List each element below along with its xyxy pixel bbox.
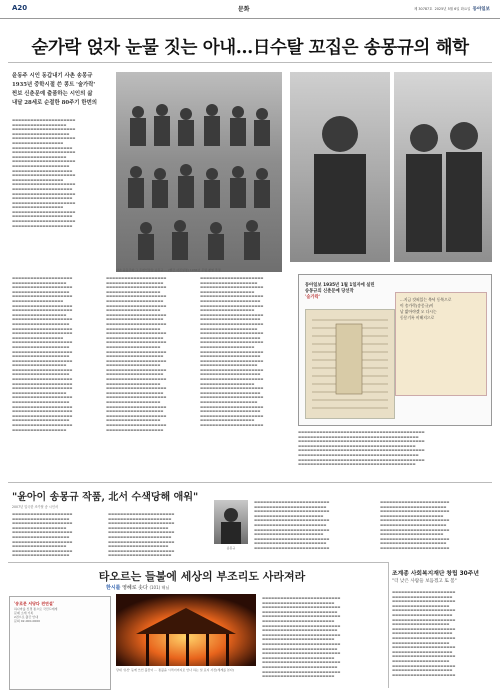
body-text-col3: ▬▬▬▬▬▬▬▬▬▬▬▬▬▬▬▬▬▬▬▬▬ ▬▬▬▬▬▬▬▬▬▬▬▬▬▬▬▬▬▬▬ ▬▬▬▬▬▬▬▬▬▬▬▬▬▬▬▬▬▬▬▬▬ ▬▬▬▬▬▬▬▬▬▬▬▬▬▬▬▬▬▬ ▬▬▬▬▬▬▬▬▬▬▬▬▬▬▬▬▬▬▬▬▬ ▬▬▬▬▬▬▬▬▬▬▬▬▬▬▬▬▬▬▬▬ ▬▬▬▬▬▬▬▬▬▬▬▬▬▬▬▬▬▬▬▬▬ ▬▬▬▬▬▬▬▬▬▬▬▬▬▬▬▬▬▬ ▬▬▬▬▬▬▬▬▬▬▬▬▬▬▬▬▬▬▬▬▬ ▬▬▬▬▬▬▬▬▬▬▬▬▬▬▬▬▬▬▬▬ ▬▬▬▬▬▬▬▬▬▬▬▬▬▬▬▬▬▬▬▬▬ ▬▬▬▬▬▬▬▬▬▬▬▬▬▬▬▬▬▬▬ ▬▬▬▬▬▬▬▬▬▬▬▬▬▬▬▬▬▬▬▬▬ ▬▬▬▬▬▬▬▬▬▬▬▬▬▬▬▬▬▬▬▬ ▬▬▬▬▬▬▬▬▬▬▬▬▬▬▬▬▬▬▬▬▬ ▬▬▬▬▬▬▬▬▬▬▬▬▬▬▬▬▬▬ ▬▬▬▬▬▬▬▬▬▬▬▬▬▬▬▬▬▬▬▬▬ ▬▬▬▬▬▬▬▬▬▬▬▬▬▬▬▬▬▬▬▬ ▬▬▬▬▬▬▬▬▬▬▬▬▬▬▬▬▬▬▬▬▬ ▬▬▬▬▬▬▬▬▬▬▬▬▬▬▬▬▬▬▬ ▬▬▬▬▬▬▬▬▬▬▬▬▬▬▬▬▬▬▬▬▬ ▬▬▬▬▬▬▬▬▬▬▬▬▬▬▬▬▬▬▬▬ ▬▬▬▬▬▬▬▬▬▬▬▬▬▬▬▬▬▬▬▬▬ ▬▬▬▬▬▬▬▬▬▬▬▬▬▬▬▬▬▬ ▬▬▬▬▬▬▬▬▬▬▬▬▬▬▬▬▬▬▬▬▬ ▬▬▬▬▬▬▬▬▬▬▬▬▬▬▬▬▬▬▬▬ ▬▬▬▬▬▬▬▬▬▬▬▬▬▬▬▬▬▬▬▬▬ ▬▬▬▬▬▬▬▬▬▬▬▬▬▬▬▬▬▬▬ ▬▬▬▬▬▬▬▬▬▬▬▬▬▬▬▬▬▬▬▬▬ ▬▬▬▬▬▬▬▬▬▬▬▬▬▬▬▬▬▬▬▬ ▬▬▬▬▬▬▬▬▬▬▬▬▬▬▬▬▬▬▬▬▬ ▬▬▬▬▬▬▬▬▬▬▬▬▬▬▬▬▬▬ ▬▬▬▬▬▬▬▬▬▬▬▬▬▬▬▬▬▬▬▬▬: [200, 276, 264, 427]
lead-line: 윤동주 시인 동갑내기 사촌 송몽규: [12, 73, 93, 79]
small-portrait-caption: 송몽규: [226, 546, 236, 550]
ad-box: [9, 596, 111, 690]
portrait-figure: [394, 72, 492, 262]
old-newspaper-image: [305, 309, 395, 419]
subsection-text-col3: ▬▬▬▬▬▬▬▬▬▬▬▬▬▬▬▬▬▬▬▬▬▬▬▬▬ ▬▬▬▬▬▬▬▬▬▬▬▬▬▬▬▬▬▬▬▬▬▬▬▬ ▬▬▬▬▬▬▬▬▬▬▬▬▬▬▬▬▬▬▬▬▬▬▬▬▬ ▬▬▬▬▬▬▬▬▬▬▬▬▬▬▬▬▬▬▬▬▬▬▬ ▬▬▬▬▬▬▬▬▬▬▬▬▬▬▬▬▬▬▬▬▬▬▬▬▬ ▬▬▬▬▬▬▬▬▬▬▬▬▬▬▬▬▬▬▬▬▬▬▬▬ ▬▬▬▬▬▬▬▬▬▬▬▬▬▬▬▬▬▬▬▬▬▬▬▬▬ ▬▬▬▬▬▬▬▬▬▬▬▬▬▬▬▬▬▬▬▬▬▬▬ ▬▬▬▬▬▬▬▬▬▬▬▬▬▬▬▬▬▬▬▬▬▬▬▬▬ ▬▬▬▬▬▬▬▬▬▬▬▬▬▬▬▬▬▬▬▬▬▬▬▬ ▬▬▬▬▬▬▬▬▬▬▬▬▬▬▬▬▬▬▬▬▬▬▬▬▬: [254, 500, 330, 550]
portrait-figure: [290, 72, 390, 262]
issue-date: 2025년 5월 6일 화요일: [434, 7, 471, 11]
clipping-title-line: 동아일보 1935년 1월 1일자에 실린: [305, 283, 375, 288]
article-headline: 숟가락 얹자 눈물 짓는 아내…日수탈 꼬집은 송몽규의 해학: [31, 38, 469, 58]
fire-photo-caption: 당대 '유산' 등에 쓰인 불꽃이 … 통불을 시적이미지로 안나 하는 일 표지 사진(세계를 본다): [116, 668, 234, 672]
subsection-text-col4: ▬▬▬▬▬▬▬▬▬▬▬▬▬▬▬▬▬▬▬▬▬▬▬ ▬▬▬▬▬▬▬▬▬▬▬▬▬▬▬▬▬▬▬▬▬▬ ▬▬▬▬▬▬▬▬▬▬▬▬▬▬▬▬▬▬▬▬▬▬▬ ▬▬▬▬▬▬▬▬▬▬▬▬▬▬▬▬▬▬▬▬▬ ▬▬▬▬▬▬▬▬▬▬▬▬▬▬▬▬▬▬▬▬▬▬▬ ▬▬▬▬▬▬▬▬▬▬▬▬▬▬▬▬▬▬▬▬▬▬ ▬▬▬▬▬▬▬▬▬▬▬▬▬▬▬▬▬▬▬▬▬▬▬ ▬▬▬▬▬▬▬▬▬▬▬▬▬▬▬▬▬▬▬▬▬ ▬▬▬▬▬▬▬▬▬▬▬▬▬▬▬▬▬▬▬▬▬▬▬ ▬▬▬▬▬▬▬▬▬▬▬▬▬▬▬▬▬▬▬▬▬▬ ▬▬▬▬▬▬▬▬▬▬▬▬▬▬▬▬▬▬▬▬▬▬▬: [380, 500, 450, 550]
old-newspaper-texture: [306, 310, 394, 418]
ad-line: 2권으로 출간 안내: [14, 615, 39, 619]
lead-line: 찐보 신춘문예 출품하는 시인의 삶: [12, 91, 93, 97]
subsection-text-col1: ▬▬▬▬▬▬▬▬▬▬▬▬▬▬▬▬▬▬▬▬ ▬▬▬▬▬▬▬▬▬▬▬▬▬▬▬▬▬▬▬ ▬▬▬▬▬▬▬▬▬▬▬▬▬▬▬▬▬▬▬▬ ▬▬▬▬▬▬▬▬▬▬▬▬▬▬▬▬▬▬ ▬▬▬▬▬▬▬▬▬▬▬▬▬▬▬▬▬▬▬▬ ▬▬▬▬▬▬▬▬▬▬▬▬▬▬▬▬▬▬▬ ▬▬▬▬▬▬▬▬▬▬▬▬▬▬▬▬▬▬▬▬ ▬▬▬▬▬▬▬▬▬▬▬▬▬▬▬▬▬▬ ▬▬▬▬▬▬▬▬▬▬▬▬▬▬▬▬▬▬▬▬ ▬▬▬▬▬▬▬▬▬▬▬▬▬▬▬▬▬▬▬: [12, 512, 73, 558]
section-name: 문화: [238, 6, 250, 13]
subsection2-title: 타오르는 들불에 세상의 부조리도 사라져라: [98, 570, 306, 583]
right-article-headline: 조계종 사회복지재단 창립 30주년: [392, 571, 479, 577]
column-strip-text: 영혜로 솟다: [122, 585, 148, 591]
small-portrait-figure: [214, 500, 248, 544]
column-strip-suffix: (101) 해님: [149, 585, 170, 590]
headline-rule: [8, 62, 492, 63]
body-text-col1b: ▬▬▬▬▬▬▬▬▬▬▬▬▬▬▬▬▬▬▬▬ ▬▬▬▬▬▬▬▬▬▬▬▬▬▬▬▬▬▬ ▬▬▬▬▬▬▬▬▬▬▬▬▬▬▬▬▬▬▬▬ ▬▬▬▬▬▬▬▬▬▬▬▬▬▬▬▬▬▬▬ ▬▬▬▬▬▬▬▬▬▬▬▬▬▬▬▬▬▬▬▬ ▬▬▬▬▬▬▬▬▬▬▬▬▬▬▬▬▬ ▬▬▬▬▬▬▬▬▬▬▬▬▬▬▬▬▬▬▬▬ ▬▬▬▬▬▬▬▬▬▬▬▬▬▬▬▬▬▬▬▬ ▬▬▬▬▬▬▬▬▬▬▬▬▬▬▬▬▬▬ ▬▬▬▬▬▬▬▬▬▬▬▬▬▬▬▬▬▬▬▬ ▬▬▬▬▬▬▬▬▬▬▬▬▬▬▬▬▬▬▬ ▬▬▬▬▬▬▬▬▬▬▬▬▬▬▬▬▬▬▬▬ ▬▬▬▬▬▬▬▬▬▬▬▬▬▬▬▬▬▬▬▬ ▬▬▬▬▬▬▬▬▬▬▬▬▬▬▬▬▬ ▬▬▬▬▬▬▬▬▬▬▬▬▬▬▬▬▬▬▬▬ ▬▬▬▬▬▬▬▬▬▬▬▬▬▬▬▬▬▬▬ ▬▬▬▬▬▬▬▬▬▬▬▬▬▬▬▬▬▬▬▬ ▬▬▬▬▬▬▬▬▬▬▬▬▬▬▬▬▬▬▬ ▬▬▬▬▬▬▬▬▬▬▬▬▬▬▬▬▬▬▬▬ ▬▬▬▬▬▬▬▬▬▬▬▬▬▬▬▬▬▬ ▬▬▬▬▬▬▬▬▬▬▬▬▬▬▬▬▬▬▬▬ ▬▬▬▬▬▬▬▬▬▬▬▬▬▬▬▬▬▬▬ ▬▬▬▬▬▬▬▬▬▬▬▬▬▬▬▬▬▬▬▬ ▬▬▬▬▬▬▬▬▬▬▬▬▬▬▬▬▬▬▬▬ ▬▬▬▬▬▬▬▬▬▬▬▬▬▬▬▬▬▬▬▬ ▬▬▬▬▬▬▬▬▬▬▬▬▬▬▬▬▬▬ ▬▬▬▬▬▬▬▬▬▬▬▬▬▬▬▬▬▬▬▬ ▬▬▬▬▬▬▬▬▬▬▬▬▬▬▬▬▬▬▬ ▬▬▬▬▬▬▬▬▬▬▬▬▬▬▬▬▬▬▬▬ ▬▬▬▬▬▬▬▬▬▬▬▬▬▬▬▬▬▬▬▬ ▬▬▬▬▬▬▬▬▬▬▬▬▬▬▬▬▬▬▬▬ ▬▬▬▬▬▬▬▬▬▬▬▬▬▬▬▬▬▬▬ ▬▬▬▬▬▬▬▬▬▬▬▬▬▬▬▬▬▬▬▬ ▬▬▬▬▬▬▬▬▬▬▬▬▬▬▬▬▬▬: [12, 276, 73, 432]
body-text-col2: ▬▬▬▬▬▬▬▬▬▬▬▬▬▬▬▬▬▬▬▬ ▬▬▬▬▬▬▬▬▬▬▬▬▬▬▬▬▬▬▬ ▬▬▬▬▬▬▬▬▬▬▬▬▬▬▬▬▬▬▬▬ ▬▬▬▬▬▬▬▬▬▬▬▬▬▬▬▬▬▬ ▬▬▬▬▬▬▬▬▬▬▬▬▬▬▬▬▬▬▬▬ ▬▬▬▬▬▬▬▬▬▬▬▬▬▬▬▬▬▬▬ ▬▬▬▬▬▬▬▬▬▬▬▬▬▬▬▬▬▬▬▬ ▬▬▬▬▬▬▬▬▬▬▬▬▬▬▬▬▬▬ ▬▬▬▬▬▬▬▬▬▬▬▬▬▬▬▬▬▬▬▬ ▬▬▬▬▬▬▬▬▬▬▬▬▬▬▬▬▬▬▬ ▬▬▬▬▬▬▬▬▬▬▬▬▬▬▬▬▬▬▬▬ ▬▬▬▬▬▬▬▬▬▬▬▬▬▬▬▬▬▬ ▬▬▬▬▬▬▬▬▬▬▬▬▬▬▬▬▬▬▬▬ ▬▬▬▬▬▬▬▬▬▬▬▬▬▬▬▬▬▬▬ ▬▬▬▬▬▬▬▬▬▬▬▬▬▬▬▬▬▬▬▬ ▬▬▬▬▬▬▬▬▬▬▬▬▬▬▬▬▬▬ ▬▬▬▬▬▬▬▬▬▬▬▬▬▬▬▬▬▬▬▬ ▬▬▬▬▬▬▬▬▬▬▬▬▬▬▬▬▬▬▬ ▬▬▬▬▬▬▬▬▬▬▬▬▬▬▬▬▬▬▬▬ ▬▬▬▬▬▬▬▬▬▬▬▬▬▬▬▬▬▬ ▬▬▬▬▬▬▬▬▬▬▬▬▬▬▬▬▬▬▬▬ ▬▬▬▬▬▬▬▬▬▬▬▬▬▬▬▬▬▬▬ ▬▬▬▬▬▬▬▬▬▬▬▬▬▬▬▬▬▬▬▬ ▬▬▬▬▬▬▬▬▬▬▬▬▬▬▬▬▬▬ ▬▬▬▬▬▬▬▬▬▬▬▬▬▬▬▬▬▬▬▬ ▬▬▬▬▬▬▬▬▬▬▬▬▬▬▬▬▬▬▬ ▬▬▬▬▬▬▬▬▬▬▬▬▬▬▬▬▬▬▬▬ ▬▬▬▬▬▬▬▬▬▬▬▬▬▬▬▬▬▬ ▬▬▬▬▬▬▬▬▬▬▬▬▬▬▬▬▬▬▬▬ ▬▬▬▬▬▬▬▬▬▬▬▬▬▬▬▬▬▬▬ ▬▬▬▬▬▬▬▬▬▬▬▬▬▬▬▬▬▬▬▬ ▬▬▬▬▬▬▬▬▬▬▬▬▬▬▬▬▬▬ ▬▬▬▬▬▬▬▬▬▬▬▬▬▬▬▬▬▬▬▬ ▬▬▬▬▬▬▬▬▬▬▬▬▬▬▬▬▬▬▬: [106, 276, 167, 432]
body-text-right-col: ▬▬▬▬▬▬▬▬▬▬▬▬▬▬▬▬▬▬▬▬▬▬▬▬▬▬▬▬▬▬▬▬▬▬▬▬▬▬▬▬▬▬ ▬▬▬▬▬▬▬▬▬▬▬▬▬▬▬▬▬▬▬▬▬▬▬▬▬▬▬▬▬▬▬▬▬▬▬▬▬▬▬▬ ▬▬▬▬▬▬▬▬▬▬▬▬▬▬▬▬▬▬▬▬▬▬▬▬▬▬▬▬▬▬▬▬▬▬▬▬▬▬▬▬▬▬ ▬▬▬▬▬▬▬▬▬▬▬▬▬▬▬▬▬▬▬▬▬▬▬▬▬▬▬▬▬▬▬▬▬▬▬▬▬▬▬ ▬▬▬▬▬▬▬▬▬▬▬▬▬▬▬▬▬▬▬▬▬▬▬▬▬▬▬▬▬▬▬▬▬▬▬▬▬▬▬▬▬▬ ▬▬▬▬▬▬▬▬▬▬▬▬▬▬▬▬▬▬▬▬▬▬▬▬▬▬▬▬▬▬▬▬▬▬▬▬▬▬▬▬ ▬▬▬▬▬▬▬▬▬▬▬▬▬▬▬▬▬▬▬▬▬▬▬▬▬▬▬▬▬▬▬▬▬▬▬▬▬▬▬▬▬▬ ▬▬▬▬▬▬▬▬▬▬▬▬▬▬▬▬▬▬▬▬▬▬▬▬▬▬▬▬▬▬▬▬▬▬▬▬▬▬▬: [298, 430, 425, 467]
portrait-photo-right: [394, 72, 492, 262]
subsection2-text: ▬▬▬▬▬▬▬▬▬▬▬▬▬▬▬▬▬▬▬▬▬▬▬▬▬▬ ▬▬▬▬▬▬▬▬▬▬▬▬▬▬▬▬▬▬▬▬▬▬▬▬ ▬▬▬▬▬▬▬▬▬▬▬▬▬▬▬▬▬▬▬▬▬▬▬▬▬▬ ▬▬▬▬▬▬▬▬▬▬▬▬▬▬▬▬▬▬▬▬▬▬▬▬▬ ▬▬▬▬▬▬▬▬▬▬▬▬▬▬▬▬▬▬▬▬▬▬▬▬▬▬ ▬▬▬▬▬▬▬▬▬▬▬▬▬▬▬▬▬▬▬▬▬▬▬▬ ▬▬▬▬▬▬▬▬▬▬▬▬▬▬▬▬▬▬▬▬▬▬▬▬▬▬ ▬▬▬▬▬▬▬▬▬▬▬▬▬▬▬▬▬▬▬▬▬▬▬▬▬ ▬▬▬▬▬▬▬▬▬▬▬▬▬▬▬▬▬▬▬▬▬▬▬▬▬▬ ▬▬▬▬▬▬▬▬▬▬▬▬▬▬▬▬▬▬▬▬▬▬▬▬ ▬▬▬▬▬▬▬▬▬▬▬▬▬▬▬▬▬▬▬▬▬▬▬▬▬▬ ▬▬▬▬▬▬▬▬▬▬▬▬▬▬▬▬▬▬▬▬▬▬▬▬▬ ▬▬▬▬▬▬▬▬▬▬▬▬▬▬▬▬▬▬▬▬▬▬▬▬▬▬ ▬▬▬▬▬▬▬▬▬▬▬▬▬▬▬▬▬▬▬▬▬▬▬▬ ▬▬▬▬▬▬▬▬▬▬▬▬▬▬▬▬▬▬▬▬▬▬▬▬▬▬ ▬▬▬▬▬▬▬▬▬▬▬▬▬▬▬▬▬▬▬▬▬▬▬▬▬ ▬▬▬▬▬▬▬▬▬▬▬▬▬▬▬▬▬▬▬▬▬▬▬▬▬▬ ▬▬▬▬▬▬▬▬▬▬▬▬▬▬▬▬▬▬▬▬▬▬▬▬: [262, 596, 341, 679]
body-text-col1: ▬▬▬▬▬▬▬▬▬▬▬▬▬▬▬▬▬▬▬▬▬ ▬▬▬▬▬▬▬▬▬▬▬▬▬▬▬▬▬▬ ▬▬▬▬▬▬▬▬▬▬▬▬▬▬▬▬▬▬▬▬▬ ▬▬▬▬▬▬▬▬▬▬▬▬▬▬▬▬▬▬▬ ▬▬▬▬▬▬▬▬▬▬▬▬▬▬▬▬▬▬▬▬▬ ▬▬▬▬▬▬▬▬▬▬▬▬▬▬▬▬▬ ▬▬▬▬▬▬▬▬▬▬▬▬▬▬▬▬▬▬▬▬ ▬▬▬▬▬▬▬▬▬▬▬▬▬▬▬▬▬▬▬▬▬ ▬▬▬▬▬▬▬▬▬▬▬▬▬▬▬▬▬▬ ▬▬▬▬▬▬▬▬▬▬▬▬▬▬▬▬▬▬▬▬▬ ▬▬▬▬▬▬▬▬▬▬▬▬▬▬▬▬▬▬▬ ▬▬▬▬▬▬▬▬▬▬▬▬▬▬▬▬▬▬▬▬ ▬▬▬▬▬▬▬▬▬▬▬▬▬▬▬▬▬▬▬▬▬ ▬▬▬▬▬▬▬▬▬▬▬▬▬▬▬▬▬ ▬▬▬▬▬▬▬▬▬▬▬▬▬▬▬▬▬▬▬▬▬ ▬▬▬▬▬▬▬▬▬▬▬▬▬▬▬▬▬▬▬▬ ▬▬▬▬▬▬▬▬▬▬▬▬▬▬▬▬▬▬▬▬▬ ▬▬▬▬▬▬▬▬▬▬▬▬▬▬▬▬▬▬▬▬ ▬▬▬▬▬▬▬▬▬▬▬▬▬▬▬▬▬▬▬▬▬ ▬▬▬▬▬▬▬▬▬▬▬▬▬▬▬▬▬ ▬▬▬▬▬▬▬▬▬▬▬▬▬▬▬▬▬▬▬▬▬ ▬▬▬▬▬▬▬▬▬▬▬▬▬▬▬▬▬▬▬▬ ▬▬▬▬▬▬▬▬▬▬▬▬▬▬▬▬▬▬▬▬▬ ▬▬▬▬▬▬▬▬▬▬▬▬▬▬▬▬▬▬▬▬: [12, 118, 76, 228]
ad-title: '송로문 서당다 전연설': [14, 601, 55, 606]
section-rule-2: [8, 562, 388, 563]
right-article-subhead: "더 낮은 사람들 보듬겠고 또 봄": [392, 579, 457, 584]
issue-number: 제 30787호: [414, 7, 433, 11]
clipping-title-line: '숟가락': [305, 295, 321, 300]
lead-line: 1935년 중학시절 쓴 콩트 '술가락': [12, 82, 96, 88]
issue-date-line: [414, 6, 490, 12]
fire-photo-drawing: [116, 594, 256, 666]
newspaper-brand: 동아일보: [472, 7, 490, 12]
poem-line: 이 송가락(송몽규)이: [400, 303, 434, 308]
subsection-byline: 2007년 입국한 조카딸 송 시인서: [12, 505, 59, 509]
fire-photo: [116, 594, 256, 666]
page-number: A20: [12, 4, 28, 12]
poem-content: [396, 293, 486, 325]
column-strip: [106, 584, 169, 591]
small-portrait-photo: [214, 500, 248, 544]
page-header: [0, 0, 500, 19]
clipping-title-line: 송몽규의 신춘문예 당선작: [305, 289, 354, 294]
poem-line: …지금 갓혀있는 북녁 동북으로: [400, 297, 452, 302]
ad-line: 문제 소개 기록: [14, 611, 34, 615]
section-rule: [8, 482, 492, 483]
ad-line: 문의 02-000-0000: [14, 619, 41, 623]
group-photo-figures: [116, 72, 282, 272]
subsection-text-col2: ▬▬▬▬▬▬▬▬▬▬▬▬▬▬▬▬▬▬▬▬▬▬ ▬▬▬▬▬▬▬▬▬▬▬▬▬▬▬▬▬▬▬▬▬ ▬▬▬▬▬▬▬▬▬▬▬▬▬▬▬▬▬▬▬▬▬▬ ▬▬▬▬▬▬▬▬▬▬▬▬▬▬▬▬▬▬▬▬ ▬▬▬▬▬▬▬▬▬▬▬▬▬▬▬▬▬▬▬▬▬▬ ▬▬▬▬▬▬▬▬▬▬▬▬▬▬▬▬▬▬▬▬▬ ▬▬▬▬▬▬▬▬▬▬▬▬▬▬▬▬▬▬▬▬▬▬ ▬▬▬▬▬▬▬▬▬▬▬▬▬▬▬▬▬▬▬▬ ▬▬▬▬▬▬▬▬▬▬▬▬▬▬▬▬▬▬▬▬▬▬ ▬▬▬▬▬▬▬▬▬▬▬▬▬▬▬▬▬▬▬▬▬: [108, 512, 175, 558]
ad-content: [10, 597, 110, 627]
column-strip-highlight: 한시를: [106, 585, 121, 591]
group-photo: [116, 72, 282, 272]
poem-line: 동몽기록 비해지으로: [400, 315, 435, 320]
clipping-box-title: [305, 283, 395, 301]
ad-line: 하나마를 신경 통으로 국민드에게: [14, 607, 58, 611]
lead-block: [12, 72, 108, 108]
poem-line: 날 밟아야겠 오 다시는: [400, 309, 437, 314]
quote-poem-box: [395, 292, 487, 396]
portrait-photo-left: [290, 72, 390, 262]
column-divider: [388, 562, 389, 688]
right-article-text: ▬▬▬▬▬▬▬▬▬▬▬▬▬▬▬▬▬▬▬▬▬ ▬▬▬▬▬▬▬▬▬▬▬▬▬▬▬▬▬▬▬▬ ▬▬▬▬▬▬▬▬▬▬▬▬▬▬▬▬▬▬▬▬▬ ▬▬▬▬▬▬▬▬▬▬▬▬▬▬▬▬▬▬▬ ▬▬▬▬▬▬▬▬▬▬▬▬▬▬▬▬▬▬▬▬▬ ▬▬▬▬▬▬▬▬▬▬▬▬▬▬▬▬▬▬▬▬ ▬▬▬▬▬▬▬▬▬▬▬▬▬▬▬▬▬▬▬▬▬ ▬▬▬▬▬▬▬▬▬▬▬▬▬▬▬▬▬▬▬ ▬▬▬▬▬▬▬▬▬▬▬▬▬▬▬▬▬▬▬▬▬ ▬▬▬▬▬▬▬▬▬▬▬▬▬▬▬▬▬▬▬▬ ▬▬▬▬▬▬▬▬▬▬▬▬▬▬▬▬▬▬▬▬▬ ▬▬▬▬▬▬▬▬▬▬▬▬▬▬▬▬▬▬▬ ▬▬▬▬▬▬▬▬▬▬▬▬▬▬▬▬▬▬▬▬▬ ▬▬▬▬▬▬▬▬▬▬▬▬▬▬▬▬▬▬▬▬ ▬▬▬▬▬▬▬▬▬▬▬▬▬▬▬▬▬▬▬▬▬ ▬▬▬▬▬▬▬▬▬▬▬▬▬▬▬▬▬▬▬ ▬▬▬▬▬▬▬▬▬▬▬▬▬▬▬▬▬▬▬▬▬ ▬▬▬▬▬▬▬▬▬▬▬▬▬▬▬▬▬▬▬▬ ▬▬▬▬▬▬▬▬▬▬▬▬▬▬▬▬▬▬▬▬▬: [392, 590, 456, 677]
subsection-title: "윤아이 송몽규 작품, 北서 수색당해 애워": [12, 492, 199, 503]
lead-line: 내달 28세로 순절한 80주기 한번의: [12, 100, 97, 106]
main-photo-caption: 사촌 윤동주와 그 주변인물들 송몽규 … (빨간 사진설명) 1936년 무렵 촬영 추정: [116, 268, 221, 272]
